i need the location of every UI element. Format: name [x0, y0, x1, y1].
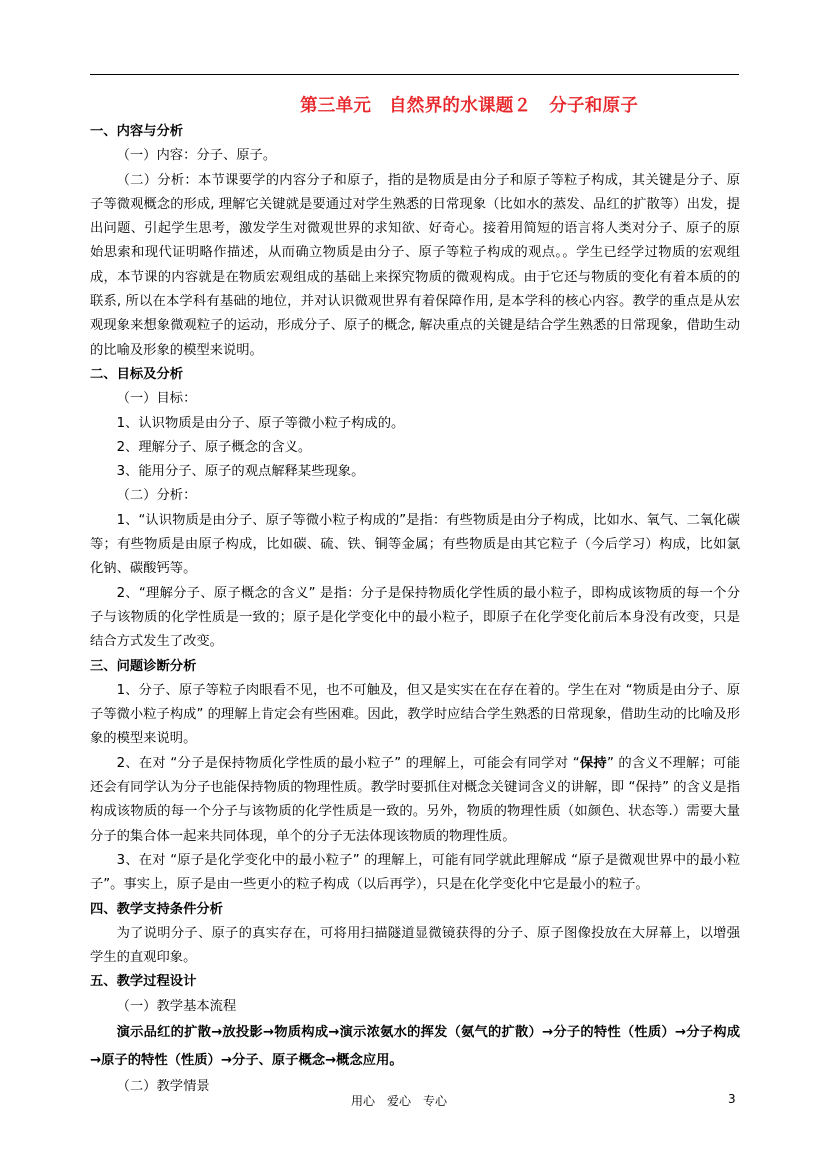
bold-keyword: 保持 [579, 755, 607, 771]
section-heading-goals: 二、目标及分析 [90, 366, 184, 382]
footer-motto: 用心 爱心 专心 [351, 1094, 448, 1108]
paragraph: 3、在对 “原子是化学变化中的最小粒子” 的理解上，可能有同学就此理解成 “原子是微观世界中的最小粒子”。事实上，原子是由一些更小的粒子构成（以后再学），只是在化学变化中它是最小的粒子。 [90, 852, 740, 893]
section-heading-support-conditions: 四、教学支持条件分析 [90, 901, 223, 917]
list-item: 2、理解分子、原子概念的含义。 [116, 439, 312, 455]
paragraph: 1、“认识物质是由分子、原子等微小粒子构成的”是指：有些物质是由分子构成，比如水、氧气、二氧化碳等；有些物质是由原子构成，比如碳、硫、铁、铜等金属；有些物质是由其它粒子（今后学习）构成，比如氯化钠、碳酸钙等。 [90, 512, 740, 577]
teaching-flow: 演示品红的扩散→放投影→物质构成→演示浓氨水的挥发（氨气的扩散）→分子的特性（性质）→分子构成→原子的特性（性质）→分子、原子概念→概念应用。 [90, 1024, 740, 1068]
document-title: 第三单元 自然界的水课题２ 分子和原子 [300, 96, 639, 116]
page-number: 3 [728, 1092, 736, 1106]
section-heading-problem-diagnosis: 三、问题诊断分析 [90, 658, 197, 674]
header-rule [90, 74, 739, 75]
paragraph: （二）分析：本节课要学的内容分子和原子，指的是物质是由分子和原子等粒子构成，其关键是分子、原子等微观概念的形成, 理解它关键就是要通过对学生熟悉的日常现象（比如水的蒸发、品红的扩散等）出发，提出问题、引起学生思考，激发学生对微观世界的求知欲、好奇心。接着用简短的语言将人类对分子、原子的原始思索和现代证明略作描述，从而确立物质是由分子、原子等粒子构成的观点。。学生已经学过物质的宏观组成，本节课的内容就是在物质宏观组成的基础上来探究物质的微观构成。由于它还与物质的变化有着本质的的联系, 所以在本学科有基础的地位，并对认识微观世界有着保障作用, 是本学科的核心内容。教学的重点是从宏观现象来想象微观粒子的运动，形成分子、原子的概念, 解决重点的关键是结合学生熟悉的日常现象，借助生动的比喻及形象的模型来说明。 [90, 172, 740, 358]
section-heading-content-analysis: 一、内容与分析 [90, 124, 184, 139]
paragraph: 1、分子、原子等粒子肉眼看不见，也不可触及，但又是实实在在存在着的。学生在对 “物质是由分子、原子等微小粒子构成” 的理解上肯定会有些困难。因此，教学时应结合学生熟悉的日常现象，借助生动的比喻及形象的模型来说明。 [90, 682, 740, 747]
text-run: ” 的含义不理解；可能还会有同学认为分子也能保持物质的物理性质。教学时要抓住对概念关键词含义的讲解，即 “保持” 的含义是指构成该物质的每一个分子与该物质的化学性质是一致的。另外，物质的物理性质（如颜色、状态等.）需要大量分子的集合体一起来共同体现，单个的分子无法体现该物质的物理性质。 [90, 755, 740, 844]
paragraph: 为了说明分子、原子的真实存在，可将用扫描隧道显微镜获得的分子、原子图像投放在大屏幕上，以增强学生的直观印象。 [90, 925, 740, 966]
paragraph: 2、“理解分子、原子概念的含义” 是指：分子是保持物质化学性质的最小粒子，即构成该物质的每一个分子与该物质的化学性质是一致的；原子是化学变化中的最小粒子，即原子在化学变化前后本身没有改变，只是结合方式发生了改变。 [90, 585, 740, 650]
section-heading-process-design: 五、教学过程设计 [90, 974, 197, 990]
paragraph: （一）目标： [116, 391, 197, 407]
list-item: 1、认识物质是由分子、原子等微小粒子构成的。 [116, 415, 405, 431]
paragraph: （一）内容：分子、原子。 [116, 148, 277, 164]
paragraph: （一）教学基本流程 [116, 998, 237, 1014]
paragraph: （二）分析： [116, 488, 197, 504]
paragraph [90, 752, 740, 849]
list-item: 3、能用分子、原子的观点解释某些现象。 [116, 464, 365, 480]
paragraph: （二）教学情景 [116, 1078, 210, 1094]
document-body [90, 120, 740, 1099]
text-run: 2、在对 “分子是保持物质化学性质的最小粒子” 的理解上，可能会有同学对 “ [116, 755, 580, 771]
